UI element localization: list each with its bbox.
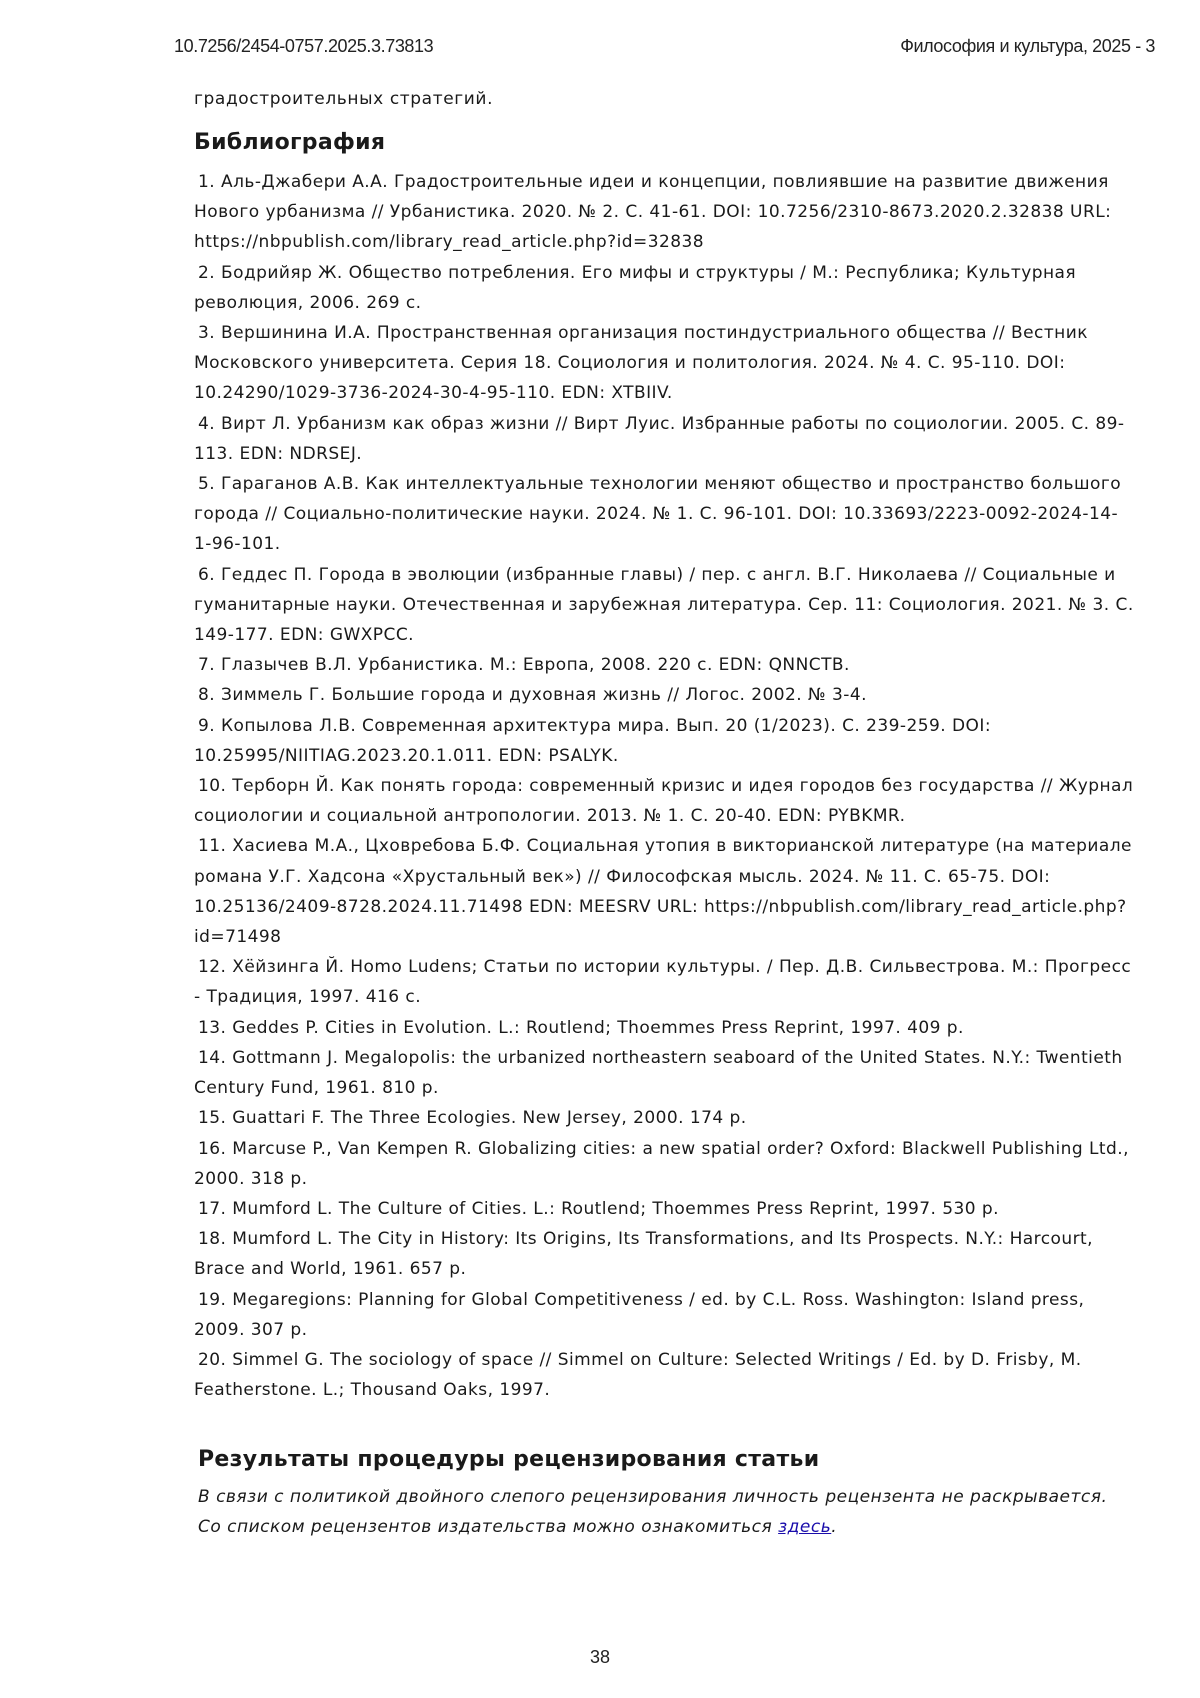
review-section-title: Результаты процедуры рецензирования статьи — [198, 1447, 1134, 1472]
reference-item: 9. Копылова Л.В. Современная архитектура мира. Вып. 20 (1/2023). С. 239-259. DOI: 10.25995/NIITIAG.2023.20.1.011. EDN: PSALYK. — [194, 711, 1134, 771]
page-number: 38 — [0, 1647, 1200, 1668]
reference-item: 16. Marcuse P., Van Kempen R. Globalizing cities: a new spatial order? Oxford: Blackwell Publishing Ltd., 2000. 318 p. — [194, 1134, 1134, 1194]
review-statement: В связи с политикой двойного слепого рецензирования личность рецензента не раскрывается. — [198, 1482, 1134, 1512]
reference-item: 10. Терборн Й. Как понять города: современный кризис и идея городов без государства // Журнал социологии и социальной антропологии. 2013. № 1. С. 20-40. EDN: PYBKMR. — [194, 771, 1134, 831]
reference-item: 14. Gottmann J. Megalopolis: the urbanized northeastern seaboard of the United States. N.Y.: Twentieth Century Fund, 1961. 810 p. — [194, 1043, 1134, 1103]
reference-item: 11. Хасиева М.А., Цховребова Б.Ф. Социальная утопия в викторианской литературе (на материале романа У.Г. Хадсона «Хрустальный век») // Философская мысль. 2024. № 11. С. 65-75. DOI: 10.25136/2409-8728.2024.11.71498 EDN: MEESRV URL: https://nbpublish.com/library_read_article.php?id=71498 — [194, 831, 1134, 952]
reference-item: 5. Гараганов А.В. Как интеллектуальные технологии меняют общество и пространство большого города // Социально-политические науки. 2024. № 1. С. 96-101. DOI: 10.33693/2223-0092-2024-14-1-96-101. — [194, 469, 1134, 560]
doi-header: 10.7256/2454-0757.2025.3.73813 — [174, 36, 433, 57]
reference-item: 15. Guattari F. The Three Ecologies. New Jersey, 2000. 174 p. — [194, 1103, 1134, 1133]
page-content — [194, 84, 1134, 1542]
reviewers-note: Со списком рецензентов издательства можно ознакомиться здесь. — [198, 1512, 1134, 1542]
reference-item: 2. Бодрийяр Ж. Общество потребления. Его мифы и структуры / М.: Республика; Культурная революция, 2006. 269 с. — [194, 258, 1134, 318]
reference-item: 20. Simmel G. The sociology of space // Simmel on Culture: Selected Writings / Ed. by D. Frisby, M. Featherstone. L.; Thousand Oaks, 1997. — [194, 1345, 1134, 1405]
reference-item: 8. Зиммель Г. Большие города и духовная жизнь // Логос. 2002. № 3-4. — [194, 680, 1134, 710]
reference-item: 19. Megaregions: Planning for Global Competitiveness / ed. by C.L. Ross. Washington: Island press, 2009. 307 p. — [194, 1285, 1134, 1345]
intro-tail: градостроительных стратегий. — [194, 84, 1134, 114]
reference-item: 12. Хёйзинга Й. Homo Ludens; Статьи по истории культуры. / Пер. Д.В. Сильвестрова. М.: Прогресс - Традиция, 1997. 416 с. — [194, 952, 1134, 1012]
reference-item: 6. Геддес П. Города в эволюции (избранные главы) / пер. с англ. В.Г. Николаева // Социальные и гуманитарные науки. Отечественная и зарубежная литература. Сер. 11: Социология. 2021. № 3. С. 149-177. EDN: GWXPCC. — [194, 560, 1134, 651]
journal-header: Философия и культура, 2025 - 3 — [900, 36, 1155, 57]
reference-item: 18. Mumford L. The City in History: Its Origins, Its Transformations, and Its Prospects. N.Y.: Harcourt, Brace and World, 1961. 657 p. — [194, 1224, 1134, 1284]
reference-item: 3. Вершинина И.А. Пространственная организация постиндустриального общества // Вестник Московского университета. Серия 18. Социология и политология. 2024. № 4. С. 95-110. DOI: 10.24290/1029-3736-2024-30-4-95-110. EDN: XTBIIV. — [194, 318, 1134, 409]
reference-item: 17. Mumford L. The Culture of Cities. L.: Routlend; Thoemmes Press Reprint, 1997. 530 p. — [194, 1194, 1134, 1224]
reference-item: 7. Глазычев В.Л. Урбанистика. М.: Европа, 2008. 220 с. EDN: QNNCTB. — [194, 650, 1134, 680]
bibliography-title: Библиография — [194, 130, 1134, 155]
reference-list — [194, 167, 1134, 1405]
reference-item: 13. Geddes P. Cities in Evolution. L.: Routlend; Thoemmes Press Reprint, 1997. 409 p. — [194, 1013, 1134, 1043]
reviewers-list-link[interactable]: здесь — [778, 1517, 831, 1537]
reference-item: 1. Аль-Джабери А.А. Градостроительные идеи и концепции, повлиявшие на развитие движения Нового урбанизма // Урбанистика. 2020. № 2. С. 41-61. DOI: 10.7256/2310-8673.2020.2.32838 URL: https://nbpublish.com/library_read_article.php?id=32838 — [194, 167, 1134, 258]
reference-item: 4. Вирт Л. Урбанизм как образ жизни // Вирт Луис. Избранные работы по социологии. 2005. С. 89-113. EDN: NDRSEJ. — [194, 409, 1134, 469]
